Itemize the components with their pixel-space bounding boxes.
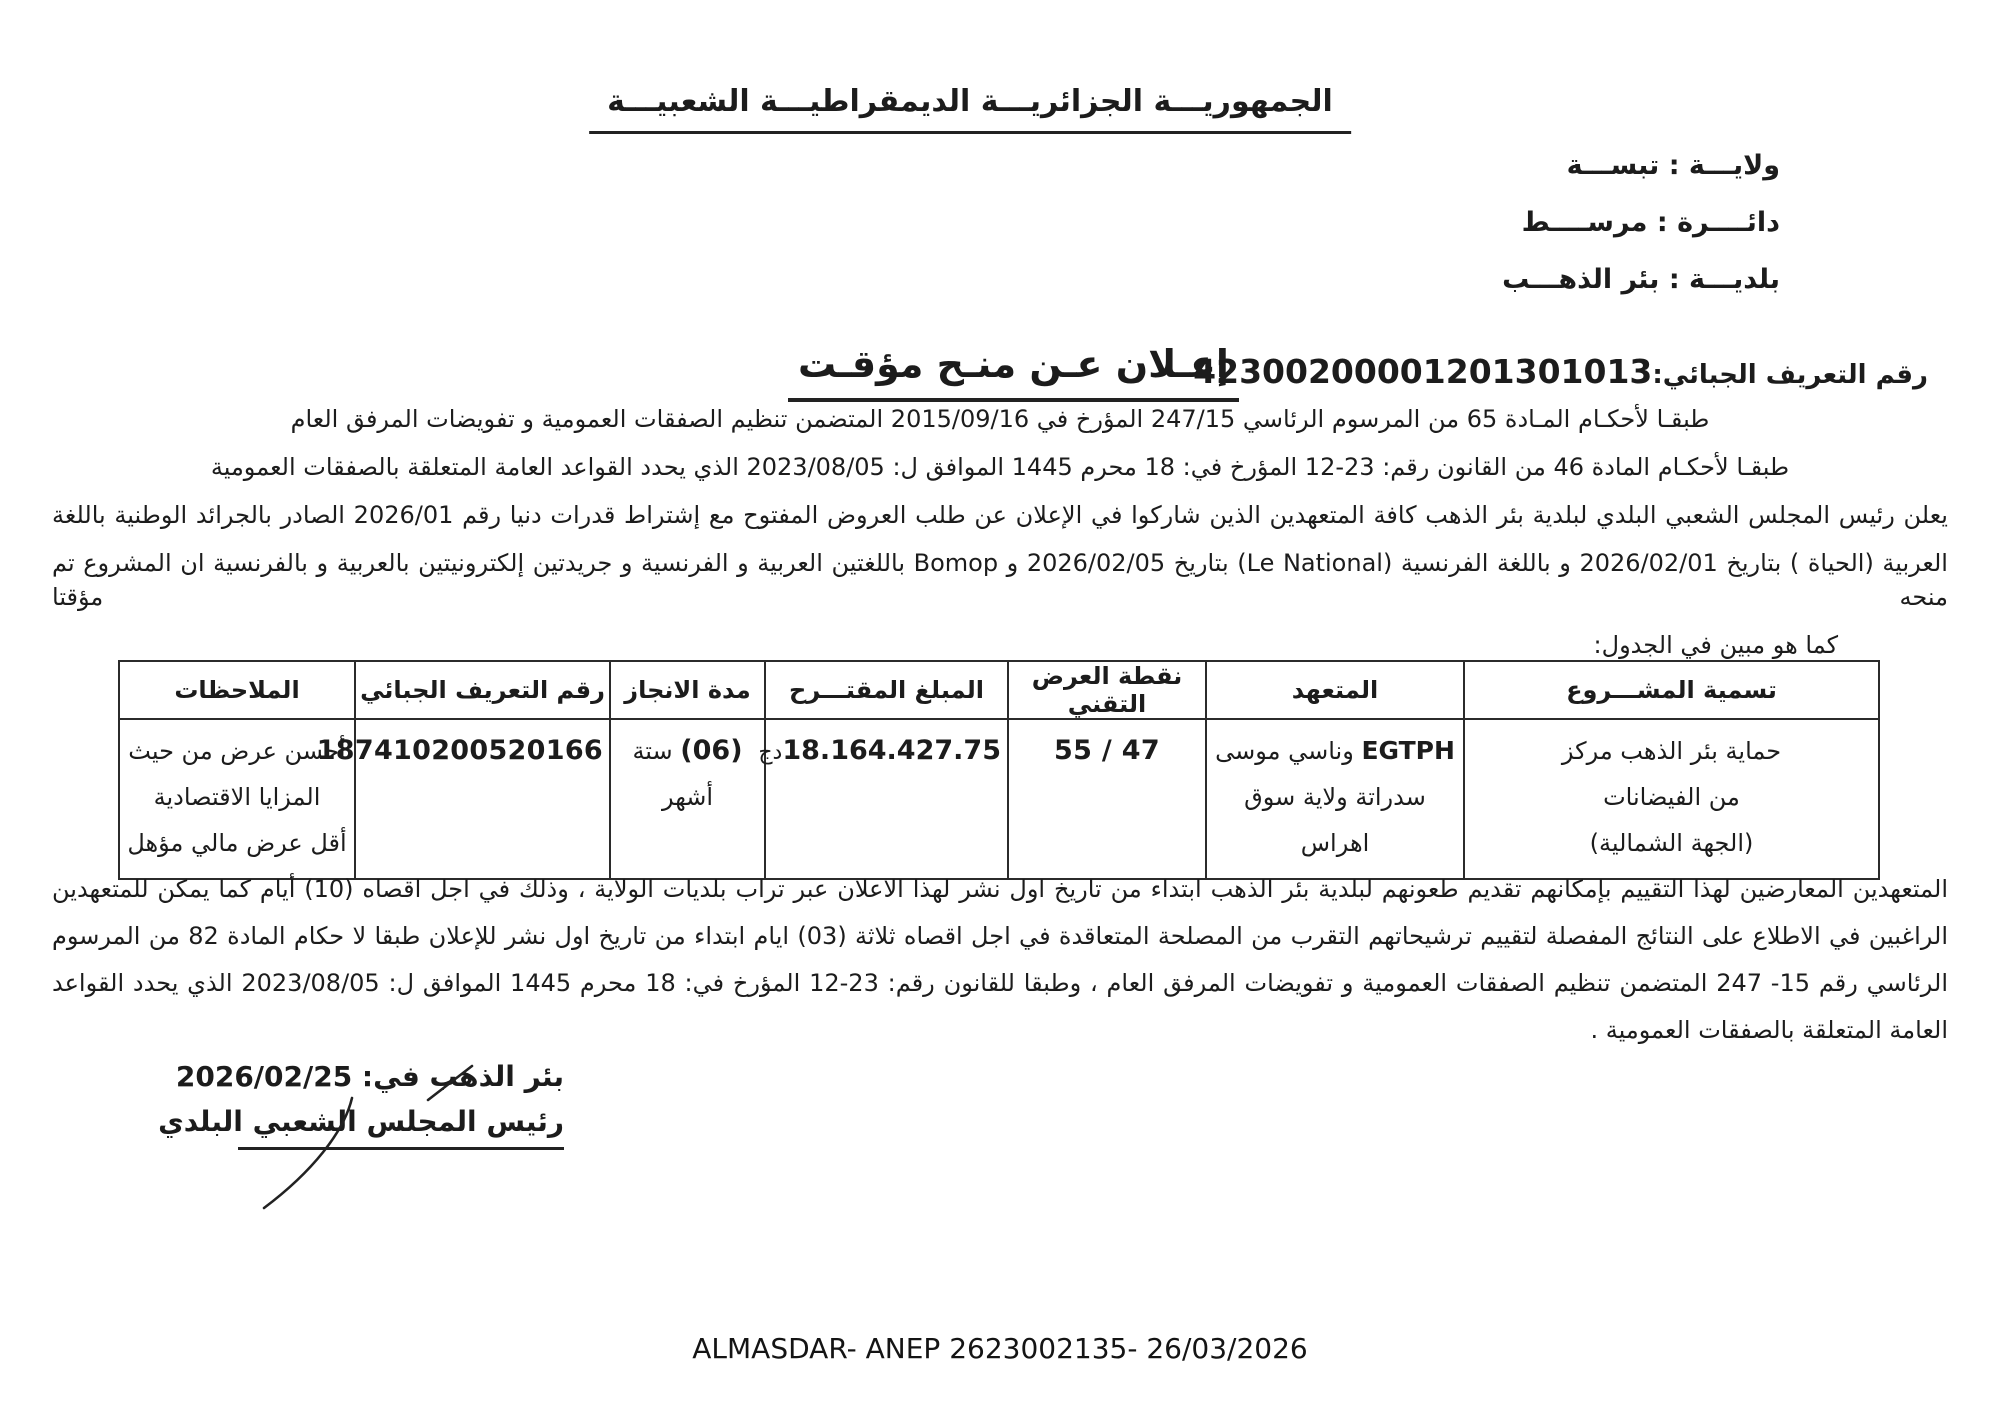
tax-id-line: [1193, 352, 1928, 391]
column-header-technical-score: نقطة العرض التقني: [1008, 661, 1206, 719]
award-table: [118, 660, 1880, 880]
intro-line-4: العربية (الحياة ) بتاريخ 2026/02/01 و باللغة الفرنسية (Le National) بتاريخ 2026/02/05 و Bomop باللغتين العربية و الفرنسية و جريدتين إلكترونيتين بالعربية و بالفرنسية ان المشروع تم منحه مؤقتا: [52, 549, 1948, 611]
contractor-line-2: سدراتة ولاية سوق اهراس: [1244, 783, 1426, 857]
intro-line-5: كما هو مبين في الجدول:: [1593, 631, 1838, 659]
column-header-project: تسمية المشـــروع: [1464, 661, 1879, 719]
tax-id-label: رقم التعريف الجبائي:: [1652, 360, 1928, 390]
cell-proposed-amount: [758, 719, 1008, 879]
column-header-remarks: الملاحظات: [119, 661, 355, 719]
cell-remarks: [119, 719, 355, 879]
wilaya-line: ولايـــة : تبســـة: [1566, 150, 1780, 181]
signature-place-date: بئر الذهب في: 2026/02/25: [175, 1060, 564, 1093]
technical-score-value: 55 / 47: [1054, 735, 1160, 766]
column-header-tax-id: رقم التعريف الجبائي: [355, 661, 610, 719]
amount-value: 18.164.427.75: [782, 735, 1001, 766]
remarks-line-3: أقل عرض مالي مؤهل: [127, 829, 347, 857]
column-header-contractor: المتعهد: [1206, 661, 1464, 719]
column-header-duration: مدة الانجاز: [610, 661, 765, 719]
cell-tax-id: [316, 719, 610, 879]
duration-text: ستة أشهر: [632, 737, 714, 811]
intro-line-3: يعلن رئيس المجلس الشعبي البلدي لبلدية بئر الذهب كافة المتعهدين الذين شاركوا في الإعلان عن طلب العروض المفتوح مع إشتراط قدرات دنيا رقم 2026/01 الصادر بالجرائد الوطنية باللغة: [52, 501, 1948, 529]
appeal-line-3: الرئاسي رقم 15- 247 المتضمن تنظيم الصفقات العمومية و تفويضات المرفق العام ، وطبقا للقانون رقم: 23-12 المؤرخ في: 18 محرم 1445 الموافق ل: 2023/08/05 الذي يحدد القواعد: [52, 969, 1948, 997]
column-header-proposed-amount: المبلغ المقتـــرح: [765, 661, 1008, 719]
contractor-tax-id: 187410200520166: [316, 735, 603, 766]
appeal-line-1: المتعهدين المعارضين لهذا التقييم بإمكانهم تقديم طعونهم لبلدية بئر الذهب ابتداء من تاريخ اول نشر لهذا الاعلان عبر تراب بلديات الولاية ، وذلك في اجل اقصاه (10) أيام كما يمكن للمتعهدين: [52, 875, 1948, 903]
commune-line: بلديـــة : بئر الذهـــب: [1502, 264, 1780, 295]
project-line-2: من الفيضانات: [1603, 783, 1740, 811]
region-block: [1502, 150, 1780, 321]
announcement-title: إعـلان عـن منـح مؤقـت: [788, 342, 1239, 402]
project-line-1: حماية بئر الذهب مركز: [1561, 737, 1782, 765]
republic-title: الجمهوريـــة الجزائريـــة الديمقراطيـــة الشعبيـــة: [589, 84, 1351, 134]
table-row: [119, 719, 1879, 879]
intro-line-2: طبقـا لأحكـام المادة 46 من القانون رقم: 23-12 المؤرخ في: 18 محرم 1445 الموافق ل: 2023/08/05 الذي يحدد القواعد العامة المتعلقة بالصفقات العمومية: [210, 453, 1790, 481]
remarks-line-2: المزايا الاقتصادية: [153, 783, 321, 811]
amount-currency: دج: [758, 740, 783, 765]
signature-block: [158, 1060, 564, 1150]
duration-number: (06): [680, 735, 743, 766]
intro-paragraph: [52, 402, 1948, 676]
contractor-line-1: [1213, 728, 1457, 774]
footer-publication-line: ALMASDAR- ANEP 2623002135- 26/03/2026: [692, 1332, 1308, 1365]
table-header-row: [119, 661, 1879, 719]
contractor-person: وناسي موسى: [1215, 737, 1354, 765]
signature-signer-title: رئيس المجلس الشعبي البلدي: [238, 1105, 564, 1150]
intro-line-1: طبقـا لأحكـام المـادة 65 من المرسوم الرئاسي 247/15 المؤرخ في 2015/09/16 المتضمن تنظيم الصفقات العمومية و تفويضات المرفق العام: [290, 405, 1710, 433]
cell-project: [1464, 719, 1879, 879]
cell-duration: [610, 719, 765, 879]
contractor-company: EGTPH: [1361, 736, 1455, 765]
daira-line: دائــــرة : مرســــط: [1521, 207, 1780, 238]
appeal-paragraph: [52, 872, 1948, 1060]
tax-id-value: 42300200001201301013: [1193, 352, 1653, 391]
project-line-3: (الجهة الشمالية): [1589, 829, 1754, 857]
appeal-line-4: العامة المتعلقة بالصفقات العمومية .: [1590, 1016, 1948, 1044]
cell-contractor: [1206, 719, 1464, 879]
cell-technical-score: [1008, 719, 1206, 879]
remarks-line-1: أحسن عرض من حيث: [128, 737, 346, 765]
appeal-line-2: الراغبين في الاطلاع على النتائج المفصلة لتقييم ترشيحاتهم التقرب من المصلحة المتعاقدة في اجل اقصاه ثلاثة (03) ايام ابتداء من تاريخ اول نشر للإعلان طبقا لا حكام المادة 82 من المرسوم: [52, 922, 1948, 950]
